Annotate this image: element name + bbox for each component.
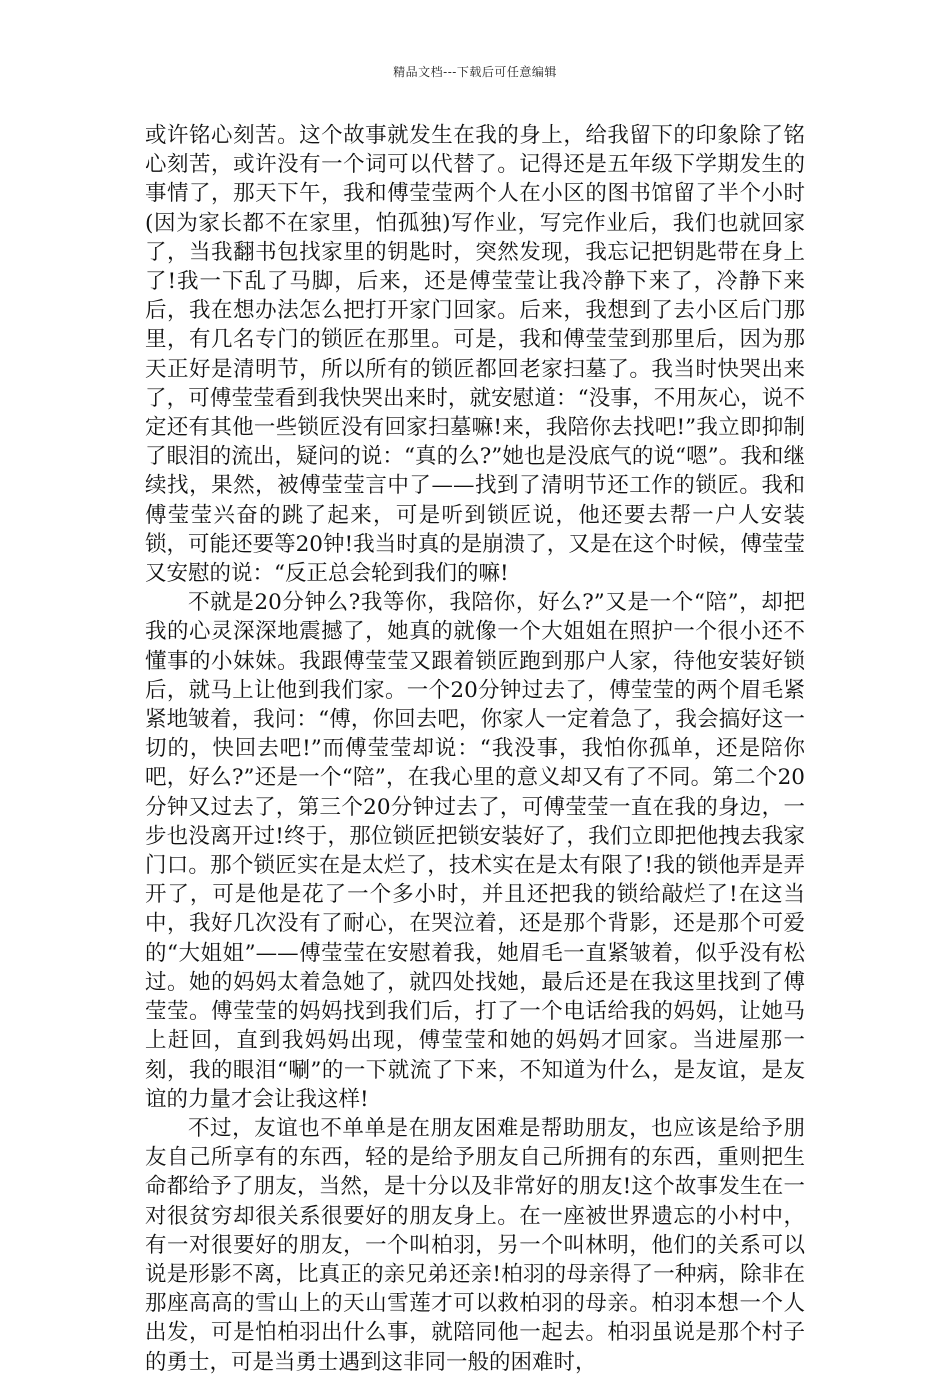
paragraph-1: 或许铭心刻苦。这个故事就发生在我的身上，给我留下的印象除了铭心刻苦，或许没有一个词可以代替了。记得还是五年级下学期发生的事情了，那天下午，我和傅莹莹两个人在小区的图书馆留了半个小时(因为家长都不在家里，怕孤独)写作业，写完作业后，我们也就回家了，当我翻书包找家里的钥匙时，突然发现，我忘记把钥匙带在身上了!我一下乱了马脚，后来，还是傅莹莹让我冷静下来了，冷静下来后，我在想办法怎么把打开家门回家。后来，我想到了去小区后门那里，有几名专门的锁匠在那里。可是，我和傅莹莹到那里后，因为那天正好是清明节，所以所有的锁匠都回老家扫墓了。我当时快哭出来了，可傅莹莹看到我快哭出来时，就安慰道：“没事，不用灰心，说不定还有其他一些锁匠没有回家扫墓嘛!来，我陪你去找吧!”我立即抑制了眼泪的流出，疑问的说：“真的么?”她也是没底气的说“嗯”。我和继续找，果然，被傅莹莹言中了——找到了清明节还工作的锁匠。我和傅莹莹兴奋的跳了起来，可是听到锁匠说，他还要去帮一户人安装锁，可能还要等20钟!我当时真的是崩溃了，又是在这个时候，傅莹莹又安慰的说：“反正总会轮到我们的嘛! bbox=[145, 123, 805, 587]
page-header: 精品文档---下载后可任意编辑 bbox=[393, 65, 557, 79]
paragraph-3: 不过，友谊也不单单是在朋友困难是帮助朋友，也应该是给予朋友自己所享有的东西，轻的是给予朋友自己所拥有的东西，重则把生命都给予了朋友，当然，是十分以及非常好的朋友!这个故事发生在一对很贫穷却很关系很要好的朋友身上。在一座被世界遗忘的小村中，有一对很要好的朋友，一个叫柏羽，另一个叫林明，他们的关系可以说是形影不离，比真正的亲兄弟还亲!柏羽的母亲得了一种病，除非在那座高高的雪山上的天山雪莲才可以救柏羽的母亲。柏羽本想一个人出发，可是怕柏羽出什么事，就陪同他一起去。柏羽虽说是那个村子的勇士，可是当勇士遇到这非同一般的困难时， bbox=[145, 1115, 805, 1375]
paragraph-2: 不就是20分钟么?我等你，我陪你，好么?”又是一个“陪”，却把我的心灵深深地震撼了，她真的就像一个大姐姐在照护一个很小还不懂事的小妹妹。我跟傅莹莹又跟着锁匠跑到那户人家，待他安装好锁后，就马上让他到我们家。一个20分钟过去了，傅莹莹的两个眉毛紧紧地皱着，我问：“傅，你回去吧，你家人一定着急了，我会搞好这一切的，快回去吧!”而傅莹莹却说：“我没事，我怕你孤单，还是陪你吧，好么?”还是一个“陪”，在我心里的意义却又有了不同。第二个20分钟又过去了，第三个20分钟过去了，可傅莹莹一直在我的身边，一步也没离开过!终于，那位锁匠把锁安装好了，我们立即把他拽去我家门口。那个锁匠实在是太烂了，技术实在是太有限了!我的锁他弄是弄开了，可是他是花了一个多小时，并且还把我的锁给敲烂了!在这当中，我好几次没有了耐心，在哭泣着，还是那个背影，还是那个可爱的“大姐姐”——傅莹莹在安慰着我，她眉毛一直紧皱着，似乎没有松过。她的妈妈太着急她了，就四处找她，最后还是在我这里找到了傅莹莹。傅莹莹的妈妈找到我们后，打了一个电话给我的妈妈，让她马上赶回，直到我妈妈出现，傅莹莹和她的妈妈才回家。当进屋那一刻，我的眼泪“唰”的一下就流了下来，不知道为什么，是友谊，是友谊的力量才会让我这样! bbox=[145, 590, 805, 1112]
document-body bbox=[145, 121, 805, 1377]
